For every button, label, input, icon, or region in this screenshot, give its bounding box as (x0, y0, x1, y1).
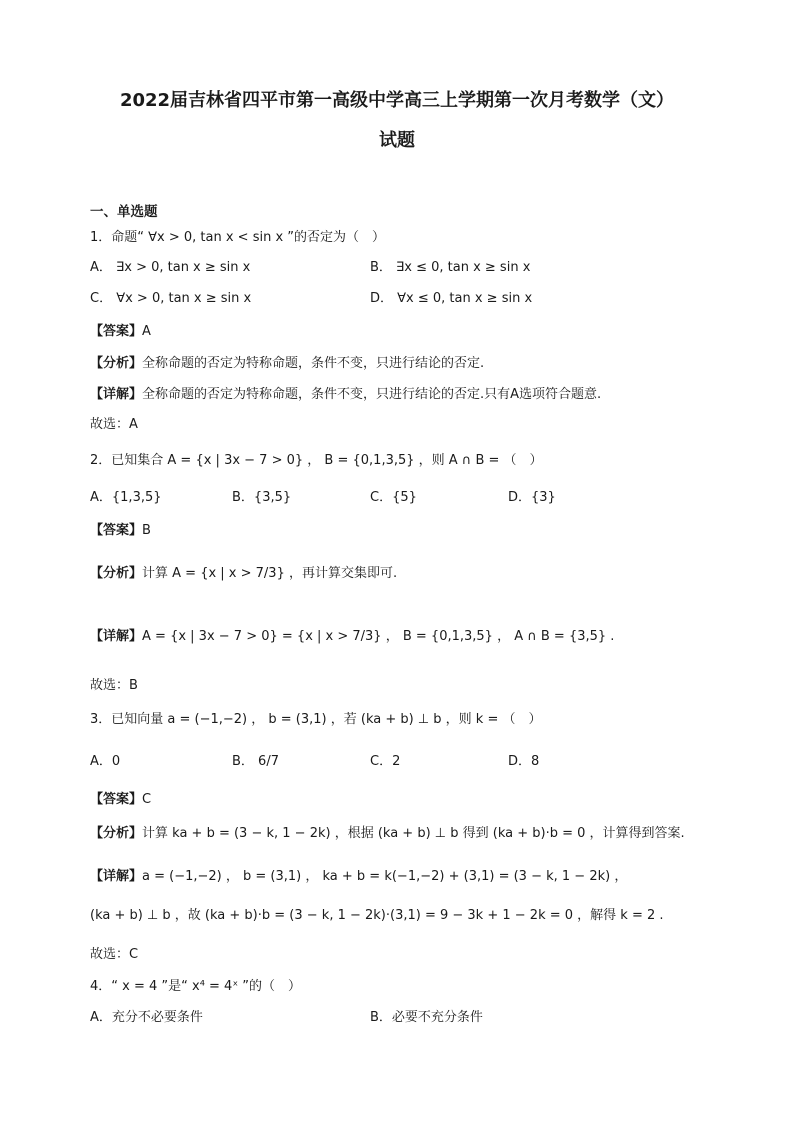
detail-tag: 【详解】 (90, 869, 143, 884)
analysis-tag: 【分析】 (90, 356, 143, 371)
section-heading: 一、单选题 (90, 204, 158, 220)
document-title: 2022届吉林省四平市第一高级中学高三上学期第一次月考数学（文） (119, 90, 675, 111)
detail-text: A = {x | 3x − 7 > 0} = {x | x > 7/3} ， B = {0,1,3,5} ， A ∩ B = {3,5} . (142, 629, 615, 644)
analysis-text: 计算 A = {x | x > 7/3} ，再计算交集即可. (142, 566, 398, 581)
question-4-stem: 4．“ x = 4 ”是“ x⁴ = 4ˣ ”的（ ） (90, 979, 301, 994)
q1-option-b: B． ∃x ≤ 0, tan x ≥ sin x (370, 260, 531, 275)
question-2-stem: 2．已知集合 A = {x | 3x − 7 > 0} ， B = {0,1,3,5} ，则 A ∩ B = （ ） (90, 453, 543, 468)
detail-text: 全称命题的否定为特称命题，条件不变，只进行结论的否定.只有A选项符合题意. (142, 387, 602, 402)
q1-choose: 故选：A (90, 417, 138, 432)
answer-tag: 【答案】 (90, 523, 143, 538)
q3-choose: 故选：C (90, 947, 139, 962)
q2-detail (90, 627, 614, 647)
q3-analysis (90, 824, 685, 844)
answer-tag: 【答案】 (90, 324, 143, 339)
detail-tag: 【详解】 (90, 629, 143, 644)
q2-choose: 故选：B (90, 678, 138, 693)
document-title-line2: 试题 (379, 130, 415, 151)
q2-option-a: A．{1,3,5} (90, 490, 162, 505)
q4-option-b: B．必要不充分条件 (370, 1010, 483, 1025)
q1-detail (90, 385, 601, 405)
q1-analysis (90, 354, 484, 374)
q2-answer (90, 521, 151, 541)
q3-option-d: D．8 (508, 754, 540, 769)
q1-option-a: A． ∃x > 0, tan x ≥ sin x (90, 260, 251, 275)
q1-option-d: D． ∀x ≤ 0, tan x ≥ sin x (370, 291, 533, 306)
q2-option-b: B．{3,5} (232, 490, 292, 505)
q3-option-b: B． 6/7 (232, 754, 279, 769)
detail-text: a = (−1,−2) ， b = (3,1) ， ka + b = k(−1,−2) + (3,1) = (3 − k, 1 − 2k) ， (142, 869, 628, 884)
q3-option-c: C．2 (370, 754, 401, 769)
question-3-stem: 3．已知向量 a = (−1,−2) ， b = (3,1) ，若 (ka + b) ⊥ b ，则 k = （ ） (90, 712, 542, 727)
question-1-stem: 1．命题“ ∀x > 0, tan x < sin x ”的否定为（ ） (90, 230, 386, 245)
analysis-tag: 【分析】 (90, 826, 143, 841)
answer-value: A (142, 324, 151, 339)
q4-option-a: A．充分不必要条件 (90, 1010, 203, 1025)
answer-tag: 【答案】 (90, 792, 143, 807)
answer-value: B (142, 523, 151, 538)
q1-option-c: C． ∀x > 0, tan x ≥ sin x (90, 291, 252, 306)
q3-answer (90, 790, 151, 810)
q1-answer (90, 322, 151, 342)
q3-option-a: A．0 (90, 754, 121, 769)
answer-value: C (142, 792, 152, 807)
q2-option-c: C．{5} (370, 490, 417, 505)
analysis-tag: 【分析】 (90, 566, 143, 581)
analysis-text: 计算 ka + b = (3 − k, 1 − 2k) ，根据 (ka + b) ⊥ b 得到 (ka + b)·b = 0 ，计算得到答案. (142, 826, 685, 841)
q3-detail-line2: (ka + b) ⊥ b ，故 (ka + b)·b = (3 − k, 1 − 2k)·(3,1) = 9 − 3k + 1 − 2k = 0 ，解得 k = 2 . (90, 908, 664, 923)
q3-detail (90, 867, 627, 887)
q2-option-d: D．{3} (508, 490, 556, 505)
detail-tag: 【详解】 (90, 387, 143, 402)
analysis-text: 全称命题的否定为特称命题，条件不变，只进行结论的否定. (142, 356, 485, 371)
q2-analysis (90, 564, 397, 584)
